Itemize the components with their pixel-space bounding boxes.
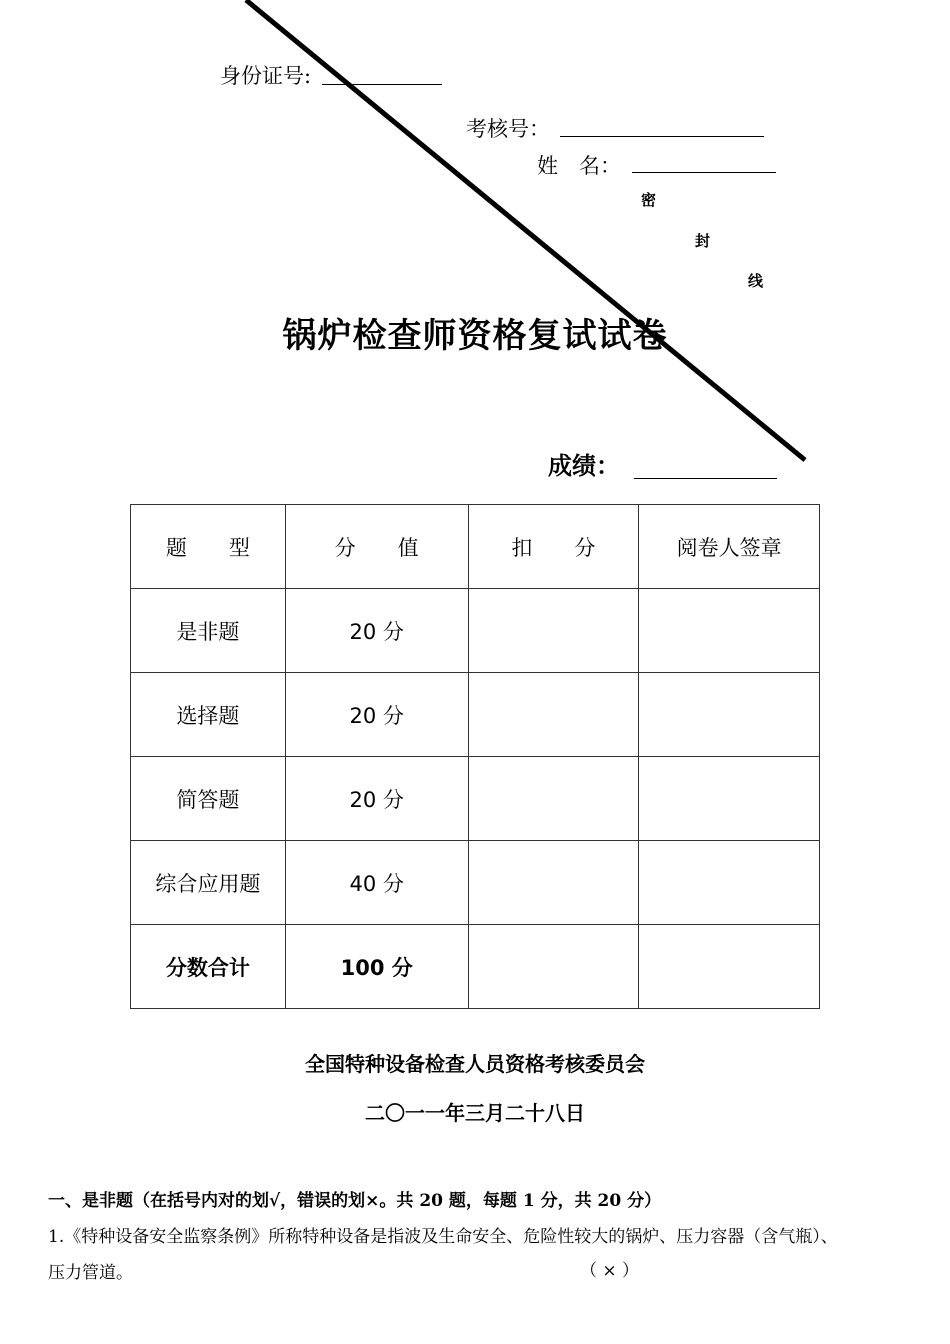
score-label: 成绩： <box>548 451 620 480</box>
table-row <box>131 757 820 841</box>
seal-char-feng: 封 <box>695 232 711 250</box>
row-sign-cell[interactable] <box>639 841 820 925</box>
row-deduct-cell[interactable] <box>468 841 639 925</box>
question-1-line-2: 压力管道。 <box>48 1263 133 1283</box>
exam-number-label: 考核号： <box>466 117 550 141</box>
table-row <box>131 673 820 757</box>
committee-name: 全国特种设备检查人员资格考核委员会 <box>305 1052 645 1076</box>
section-heading-true-false: 一、是非题（在括号内对的划√，错误的划×。共 20 题，每题 1 分，共 20 分） <box>48 1191 662 1211</box>
id-number-field[interactable] <box>322 84 442 85</box>
header-question-type: 题 型 <box>131 505 286 589</box>
total-value: 100 分 <box>285 925 468 1009</box>
row-type: 简答题 <box>131 757 286 841</box>
total-label: 分数合计 <box>131 925 286 1009</box>
header-grader-signature: 阅卷人签章 <box>639 505 820 589</box>
exam-date: 二〇一一年三月二十八日 <box>365 1101 585 1125</box>
header-points: 分 值 <box>285 505 468 589</box>
exam-title: 锅炉检查师资格复试试卷 <box>282 316 668 356</box>
name-label: 姓 名： <box>537 154 621 178</box>
id-number-label: 身份证号: <box>220 64 312 88</box>
table-header-row <box>131 505 820 589</box>
row-deduct-cell[interactable] <box>468 589 639 673</box>
table-row <box>131 589 820 673</box>
name-field[interactable] <box>632 172 776 173</box>
row-value: 20 分 <box>285 673 468 757</box>
header-deduction: 扣 分 <box>468 505 639 589</box>
seal-char-xian: 线 <box>748 272 764 290</box>
row-type: 是非题 <box>131 589 286 673</box>
question-1-answer: （ × ） <box>580 1261 640 1281</box>
row-type: 选择题 <box>131 673 286 757</box>
exam-number-field[interactable] <box>560 136 764 137</box>
question-1-line-1: 1.《特种设备安全监察条例》所称特种设备是指波及生命安全、危险性较大的锅炉、压力容器（含气瓶）、 <box>48 1227 838 1247</box>
table-total-row <box>131 925 820 1009</box>
row-value: 40 分 <box>285 841 468 925</box>
row-deduct-cell[interactable] <box>468 673 639 757</box>
score-table <box>130 504 820 1009</box>
row-sign-cell[interactable] <box>639 673 820 757</box>
score-field[interactable] <box>634 478 777 479</box>
row-sign-cell[interactable] <box>639 589 820 673</box>
row-type: 综合应用题 <box>131 841 286 925</box>
seal-char-mi: 密 <box>641 191 657 209</box>
table-row <box>131 841 820 925</box>
row-deduct-cell[interactable] <box>468 757 639 841</box>
row-sign-cell[interactable] <box>639 757 820 841</box>
total-deduct-cell[interactable] <box>468 925 639 1009</box>
row-value: 20 分 <box>285 757 468 841</box>
total-sign-cell[interactable] <box>639 925 820 1009</box>
row-value: 20 分 <box>285 589 468 673</box>
